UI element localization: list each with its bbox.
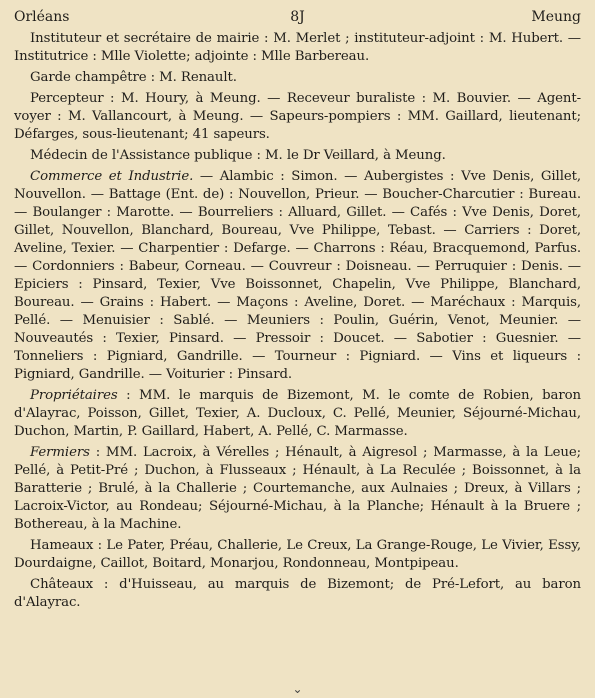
paragraph-text: Instituteur et secrétaire de mairie : M. Merlet ; instituteur-adjoint : M. Hubert. — Institutrice : Mlle Violette; adjointe : Mlle Barbereau. (14, 31, 581, 64)
paragraph-text: Percepteur : M. Houry, à Meung. — Receveur buraliste : M. Bouvier. — Agent-voyer : M. Vallancourt, à Meung. — Sapeurs-pompiers : MM. Gaillard, lieutenant; Défarges, sous-lieutenant; 41 sapeurs. (14, 91, 581, 142)
paragraph-lead: Fermiers (30, 445, 90, 460)
paragraph-text: : MM. Lacroix, à Vérelles ; Hénault, à Aigresol ; Marmasse, à la Leue; Pellé, à Petit-Pré ; Duchon, à Flusseaux ; Hénault, à La Reculée ; Boissonnet, à la Baratterie ; Brulé, à la Challerie ; Courtemanche, aux Aulnaies ; Dreux, à Villars ; Lacroix-Victor, au Rondeau; Séjourné-Michau, à la Planche; Hénault à la Bruere ; Bothereau, à la Machine. (14, 445, 581, 532)
paragraph-medecin (14, 147, 581, 165)
page-number: 8J (290, 9, 305, 25)
paragraph-text: Hameaux : Le Pater, Préau, Challerie, Le Creux, La Grange-Rouge, Le Vivier, Essy, Dourdaigne, Caillot, Boitard, Monarjou, Rondonneau, Montpipeau. (14, 538, 581, 571)
page-header (14, 4, 581, 30)
paragraph-text: Châteaux : d'Huisseau, au marquis de Bizemont; de Pré-Lefort, au baron d'Alayrac. (14, 577, 581, 610)
paragraph-text: Garde champêtre : M. Renault. (30, 70, 237, 85)
paragraph-instituteur (14, 30, 581, 66)
header-left-locality: Orléans (14, 9, 70, 25)
paragraph-text: — Alambic : Simon. — Aubergistes : Vve Denis, Gillet, Nouvellon. — Battage (Ent. de) : Nouvellon, Prieur. — Boucher-Charcutier : Bureau. — Boulanger : Marotte. — Bourreliers : Alluard, Gillet. — Cafés : Vve Denis, Doret, Gillet, Nouvellon, Blanchard, Boureau, Vve Philippe, Tebast. — Carriers : Doret, Aveline, Texier. — Charpentier : Defarge. — Charrons : Réau, Bracquemond, Parfus. — Cordonniers : Babeur, Corneau. — Couvreur : Doisneau. — Perruquier : Denis. — Epiciers : Pinsard, Texier, Vve Boissonnet, Chapelin, Vve Philippe, Blanchard, Boureau. — Grains : Habert. — Maçons : Aveline, Doret. — Maréchaux : Marquis, Pellé. — Menuisier : Sablé. — Meuniers : Poulin, Guérin, Venot, Meunier. — Nouveautés : Texier, Pinsard. — Pressoir : Doucet. — Sabotier : Guesnier. — Tonneliers : Pigniard, Gandrille. — Tourneur : Pigniard. — Vins et liqueurs : Pigniard, Gandrille. — Voiturier : Pinsard. (14, 169, 581, 382)
paragraph-text: Médecin de l'Assistance publique : M. le Dr Veillard, à Meung. (30, 148, 446, 163)
chevron-down-icon: ⌄ (292, 682, 303, 696)
paragraph-garde (14, 69, 581, 87)
paragraph-lead: Commerce et Industrie. (30, 169, 194, 184)
paragraph-hameaux (14, 537, 581, 573)
paragraph-proprietaires (14, 387, 581, 441)
header-right-locality: Meung (531, 9, 581, 25)
paragraph-fermiers (14, 444, 581, 534)
paragraph-commerce (14, 168, 581, 384)
paragraph-lead: Propriétaires (30, 388, 118, 403)
paragraph-chateaux (14, 576, 581, 612)
document-body (14, 30, 581, 612)
paragraph-text: : MM. le marquis de Bizemont, M. le comte de Robien, baron d'Alayrac, Poisson, Gillet, Texier, A. Ducloux, C. Pellé, Meunier, Séjourné-Michau, Duchon, Martin, P. Gaillard, Habert, A. Pellé, C. Marmasse. (14, 388, 581, 439)
paragraph-percepteur (14, 90, 581, 144)
